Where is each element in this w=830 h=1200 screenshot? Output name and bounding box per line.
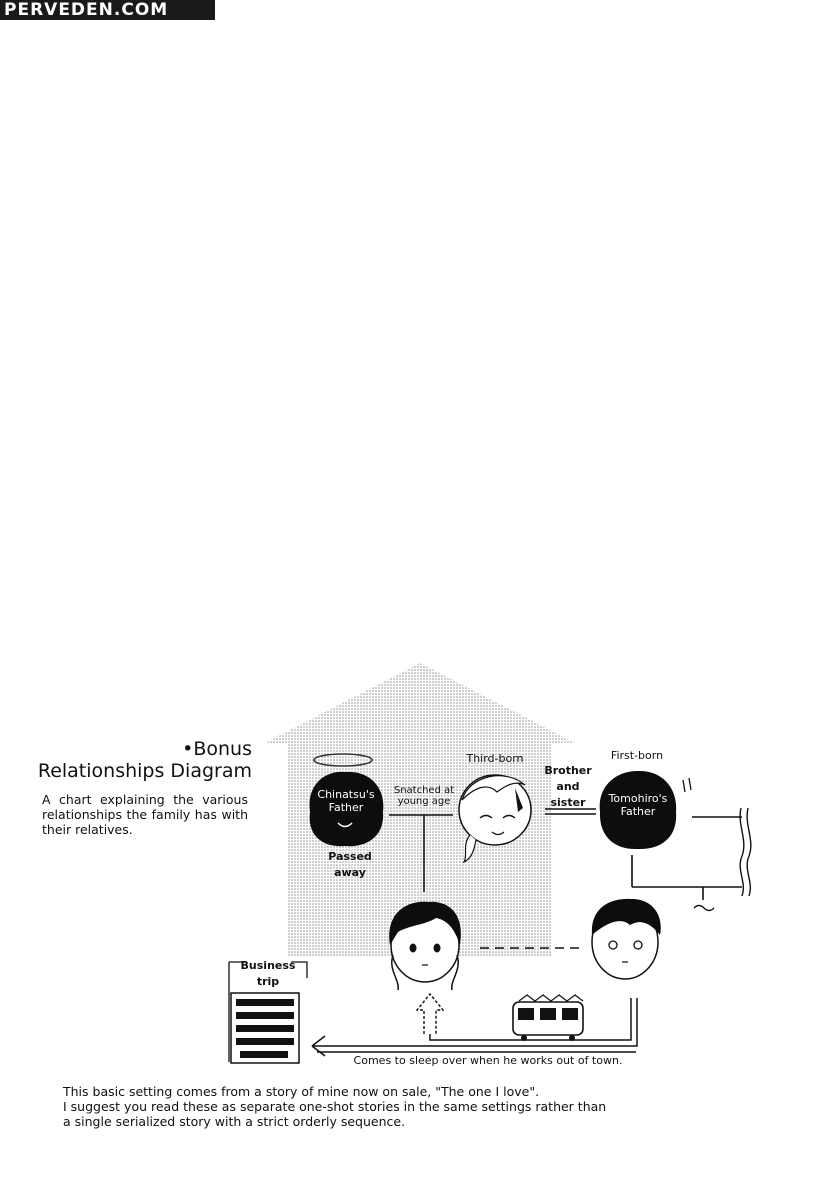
diagram-title: Relationships Diagram	[37, 760, 252, 782]
business-trip-label: Business	[240, 959, 296, 972]
business-trip-label-2: trip	[256, 975, 280, 988]
sleep-over-label: Comes to sleep over when he works out of town.	[353, 1054, 623, 1067]
tomohiro-father-label: Tomohiro's	[608, 792, 668, 805]
snatched-label-2: young age	[397, 796, 451, 807]
chinatsu-father-label: Chinatsu's	[317, 788, 375, 801]
tomohiro-father-label-2: Father	[620, 805, 656, 818]
intro-text: A chart explaining the various relationships the family has with their relatives.	[42, 792, 248, 837]
footer-line-1: This basic setting comes from a story of mine now on sale, "The one I love".	[63, 1084, 540, 1099]
footer-note	[63, 1084, 703, 1129]
footer-line-2: I suggest you read these as separate one-shot stories in the same settings rather than	[63, 1099, 607, 1114]
break-mark	[740, 808, 744, 896]
brother-sister-label: Brother	[544, 764, 592, 777]
footer-line-3: a single serialized story with a strict orderly sequence.	[63, 1114, 406, 1129]
watermark: PERVEDEN.COM	[0, 0, 215, 20]
train-icon	[513, 995, 583, 1041]
office-building-icon	[231, 993, 299, 1063]
brother-sister-label-3: sister	[550, 796, 586, 809]
passed-away-label-2: away	[334, 866, 366, 879]
up-arrow	[417, 994, 443, 1034]
third-born-label: Third-born	[466, 752, 524, 765]
chinatsu-face	[389, 902, 461, 990]
brother-sister-label-2: and	[556, 780, 580, 793]
tilde-mark	[694, 906, 714, 911]
passed-away-label: Passed	[328, 850, 372, 863]
tomohiro-face	[592, 899, 661, 979]
first-born-label: First-born	[610, 749, 664, 762]
chinatsu-father-label-2: Father	[328, 801, 364, 814]
bonus-heading: •Bonus	[182, 738, 252, 760]
snatched-label: Snatched at	[393, 785, 455, 796]
